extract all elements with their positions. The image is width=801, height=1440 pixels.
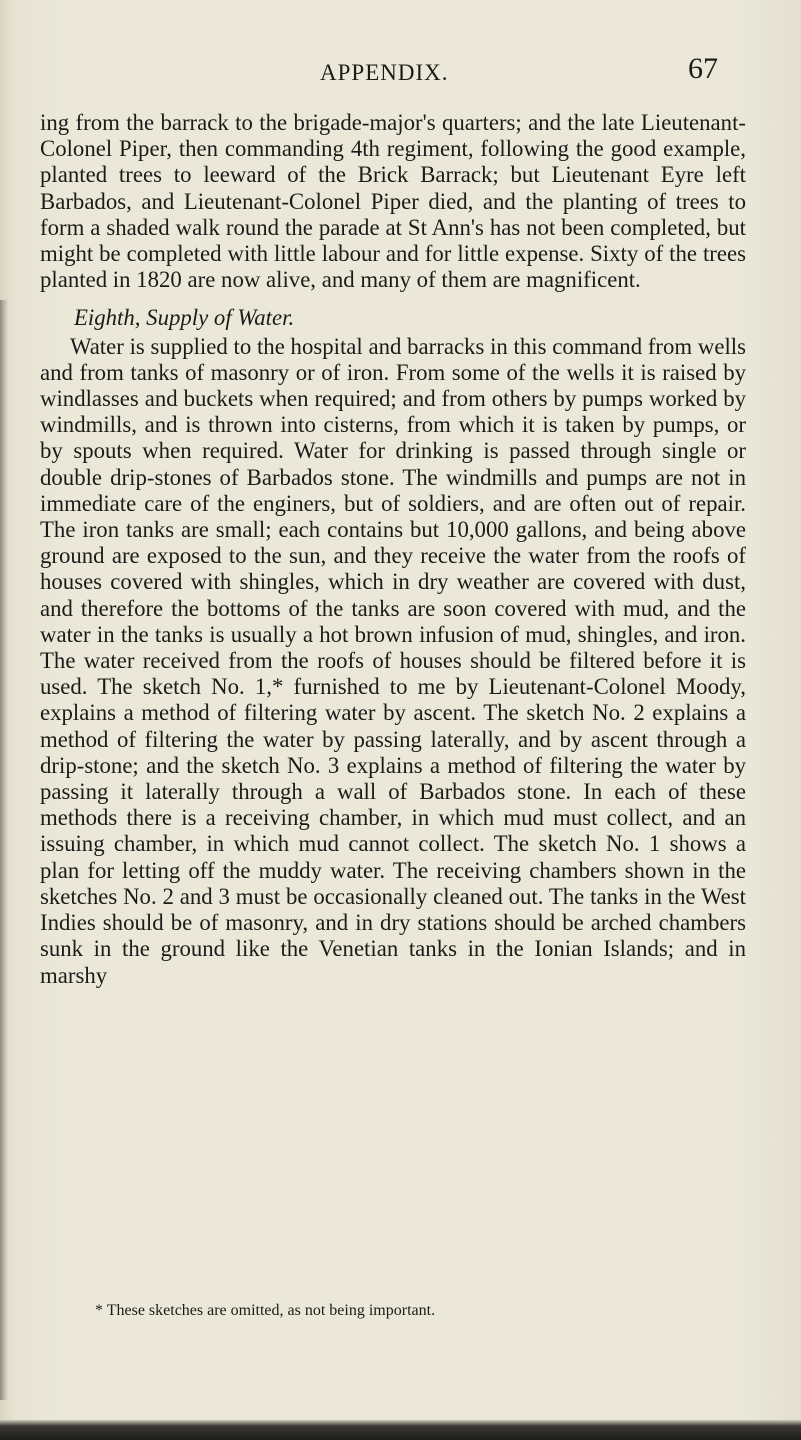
page-header: [0, 52, 801, 92]
body-text: [40, 110, 746, 989]
binding-gutter-shadow: [0, 300, 8, 1400]
page-number: 67: [688, 52, 718, 85]
section-heading: Eighth, Supply of Water.: [74, 305, 295, 331]
water-supply-paragraph: Water is supplied to the hospital and barracks in this command from wells and from tanks of masonry or of iron. From some of the wells it is raised by windlasses and buckets when required; and from others by pumps worked by windmills, and is thrown into cisterns, from which it is taken by pumps, or by spouts when required. Water for drinking is passed through single or double drip-stones of Barbados stone. The windmills and pumps are not in immediate care of the enginers, but of soldiers, and are often out of repair. The iron tanks are small; each contains but 10,000 gallons, and being above ground are exposed to the sun, and they receive the water from the roofs of houses covered with shingles, which in dry weather are covered with dust, and therefore the bottoms of the tanks are soon covered with mud, and the water in the tanks is usually a hot brown infusion of mud, shingles, and iron. The water received from the roofs of houses should be filtered before it is used. The sketch No. 1,* furnished to me by Lieutenant-Colonel Moody, explains a method of filtering water by ascent. The sketch No. 2 explains a method of filtering the water by passing laterally, and by ascent through a drip-stone; and the sketch No. 3 explains a method of filtering the water by passing it laterally through a wall of Barbados stone. In each of these methods there is a receiving chamber, in which mud must collect, and an issuing chamber, in which mud cannot collect. The sketch No. 1 shows a plan for letting off the muddy water. The receiving chambers shown in the sketches No. 2 and 3 must be occasionally cleaned out. The tanks in the West Indies should be of masonry, and in dry stations should be arched chambers sunk in the ground like the Venetian tanks in the Ionian Islands; and in marshy: [40, 333, 746, 988]
scan-edge-band: [0, 1420, 801, 1440]
footnote: * These sketches are omitted, as not being important.: [95, 1302, 436, 1319]
running-head: APPENDIX.: [320, 60, 449, 85]
continuation-paragraph: ing from the barrack to the brigade-major's quarters; and the late Lieutenant-Colonel Piper, then commanding 4th regiment, following the good example, planted trees to leeward of the Brick Barrack; but Lieutenant Eyre left Barbados, and Lieutenant-Colonel Piper died, and the planting of trees to form a shaded walk round the parade at St Ann's has not been completed, but might be completed with little labour and for little expense. Sixty of the trees planted in 1820 are now alive, and many of them are magnificent.: [40, 110, 746, 293]
